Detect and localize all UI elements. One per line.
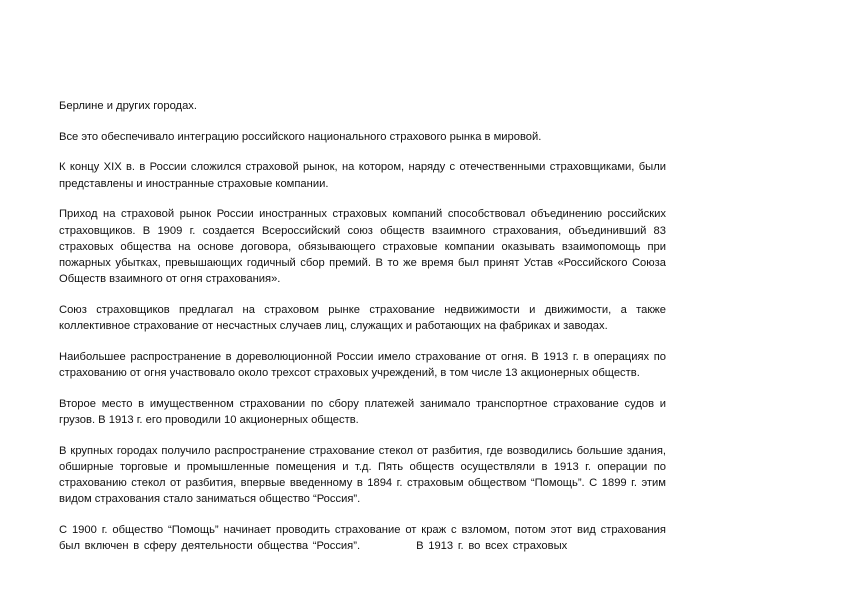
paragraph-9 xyxy=(59,522,666,554)
paragraph-4: Приход на страховой рынок России иностранных страховых компаний способствовал объединению российских страховщиков. В 1909 г. создается Всероссийский союз обществ взаимного страхования, объединивший 83 страховых общества на основе договора, обязывающего страховые компании оказывать взаимопомощь при пожарных убытках, превышающих годичный сбор премий. В то же время был принят Устав «Российского Союза Обществ взаимного от огня страхования». xyxy=(59,208,666,286)
paragraph-9-part-2: В 1913 г. во всех страховых xyxy=(416,540,568,553)
paragraph-6: Наибольшее распространение в дореволюционной России имело страхование от огня. В 1913 г. в операциях по страхованию от огня участвовало около трехсот страховых учреждений, в том числе 13 акционерных обществ. xyxy=(59,350,666,379)
document-page xyxy=(59,98,666,569)
paragraph-9-part-1: С 1900 г. общество “Помощь” начинает проводить страхование от краж с взломом, потом этот вид страхования был включен в сферу деятельности общества “Россия”. xyxy=(59,523,666,553)
paragraph-1: Берлине и других городах. xyxy=(59,100,198,112)
paragraph-7: Второе место в имущественном страховании по сбору платежей занимало транспортное страхование судов и грузов. В 1913 г. его проводили 10 акционерных обществ. xyxy=(59,397,666,426)
paragraph-2: Все это обеспечивало интеграцию российского национального страхового рынка в мировой. xyxy=(59,130,542,143)
paragraph-5: Союз страховщиков предлагал на страховом рынке страхование недвижимости и движимости, а также коллективное страхование от несчастных случаев лиц, служащих и работающих на фабриках и заводах. xyxy=(59,303,666,333)
paragraph-8: В крупных городах получило распространение страхование стекол от разбития, где возводились большие здания, обширные торговые и промышленные помещения и т.д. Пять обществ осуществляли в 1913 г. операции по страхованию стекол от разбития, впервые введенному в 1894 г. страховым обществом “Помощь”. С 1899 г. этим видом страхования стало заниматься общество “Россия”. xyxy=(59,444,666,506)
paragraph-3: К концу XIX в. в России сложился страховой рынок, на котором, наряду с отечественными страховщиками, были представлены и иностранные страховые компании. xyxy=(59,161,666,190)
